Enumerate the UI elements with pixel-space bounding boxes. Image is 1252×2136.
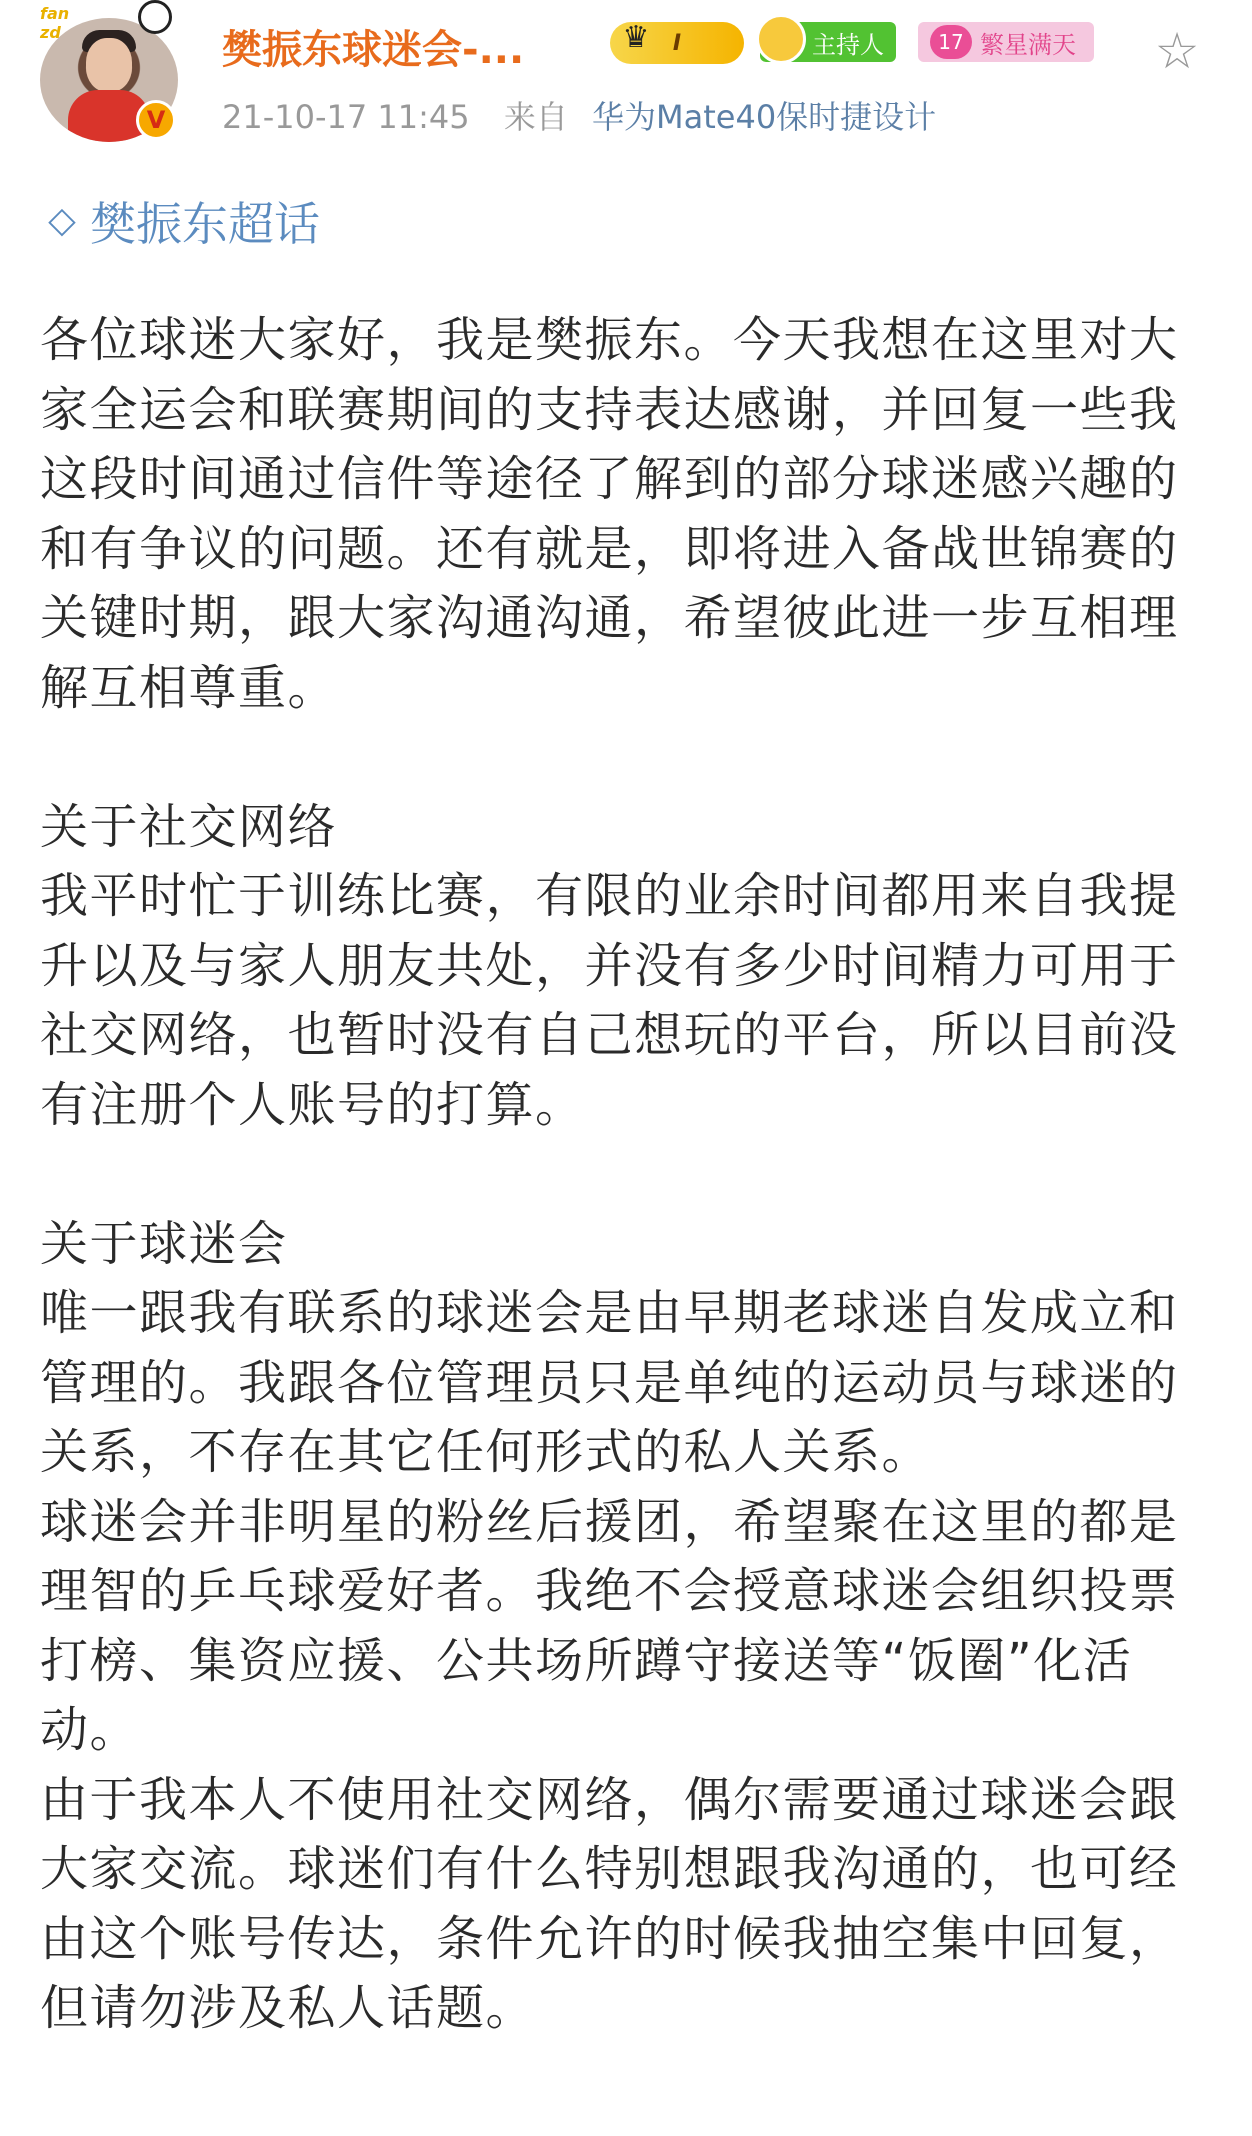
paragraph-gap — [40, 723, 1212, 793]
avatar-decoration-text: fan zd — [40, 4, 70, 42]
avatar-face — [86, 38, 132, 92]
section-body-fanclub-2: 球迷会并非明星的粉丝后援团，希望聚在这里的都是理智的乒乓球爱好者。我绝不会授意球迷会组织投票打榜、集资应援、公共场所蹲守接送等“饭圈”化活动。 — [40, 1493, 1179, 1758]
section-title-social: 关于社交网络 — [40, 798, 338, 855]
from-label: 来自 — [503, 98, 568, 136]
username[interactable]: 樊振东球迷会-... — [222, 27, 525, 73]
section-body-fanclub-1: 唯一跟我有联系的球迷会是由早期老球迷自发成立和管理的。我跟各位管理员只是单纯的运动员与球迷的关系，不存在其它任何形式的私人关系。 — [40, 1285, 1179, 1480]
crown-icon: ♛ — [622, 20, 650, 55]
source-link[interactable]: 华为Mate40保时捷设计 — [592, 98, 937, 136]
post-header — [0, 0, 1252, 160]
star-badge[interactable] — [918, 22, 1094, 62]
paragraph-gap — [40, 1140, 1212, 1210]
intro-paragraph: 各位球迷大家好，我是樊振东。今天我想在这里对大家全运会和联赛期间的支持表达感谢，并回复一些我这段时间通过信件等途径了解到的部分球迷感兴趣的和有争议的问题。还有就是，即将进入备战世锦赛的关键时期，跟大家沟通沟通，希望彼此进一步互相理解互相尊重。 — [40, 312, 1179, 716]
host-badge-label: 主持人 — [812, 30, 884, 59]
topic-label: 樊振东超话 — [90, 197, 320, 251]
section-body-fanclub-3: 由于我本人不使用社交网络，偶尔需要通过球迷会跟大家交流。球迷们有什么特别想跟我沟通的，也可经由这个账号传达，条件允许的时候我抽空集中回复，但请勿涉及私人话题。 — [40, 1771, 1179, 2036]
topic-link[interactable] — [40, 188, 320, 254]
post-meta — [222, 92, 936, 138]
post-body — [40, 306, 1212, 2044]
level-badge-text: I — [672, 30, 682, 56]
timestamp: 21-10-17 11:45 — [222, 98, 470, 136]
topic-diamond-icon: ◇ — [48, 200, 76, 241]
star-badge-label: 繁星满天 — [980, 30, 1076, 59]
star-level: 17 — [930, 25, 972, 59]
favorite-icon[interactable]: ☆ — [1154, 22, 1200, 80]
section-body-social: 我平时忙于训练比赛，有限的业余时间都用来自我提升以及与家人朋友共处，并没有多少时间精力可用于社交网络，也暂时没有自己想玩的平台，所以目前没有注册个人账号的打算。 — [40, 868, 1179, 1133]
verified-icon: V — [136, 100, 176, 140]
section-title-fanclub: 关于球迷会 — [40, 1215, 288, 1272]
panda-decoration-icon — [138, 0, 172, 34]
host-icon — [756, 14, 806, 64]
